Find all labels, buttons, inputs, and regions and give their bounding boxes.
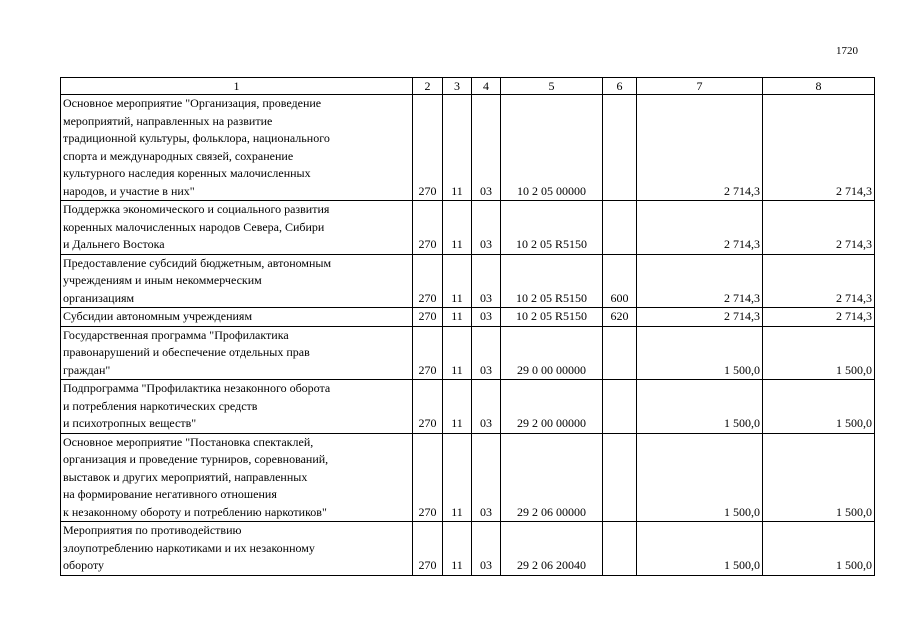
cell-target-article: 29 2 06 00000 [501, 433, 603, 522]
description-line: спорта и международных связей, сохранение [63, 148, 294, 163]
description-line: и потребления наркотических средств [63, 398, 258, 413]
cell-amount-total: 1 500,0 [763, 522, 875, 576]
description-line: Субсидии автономным учреждениям [63, 309, 253, 323]
cell-expense-type [603, 95, 637, 201]
cell-description [61, 433, 413, 522]
description-line: организациям [63, 290, 135, 305]
cell-target-article: 29 2 00 00000 [501, 380, 603, 434]
cell-code: 270 [413, 522, 443, 576]
description-line: и Дальнего Востока [63, 237, 165, 251]
description-line: учреждениям и иным некоммерческим [63, 273, 262, 287]
cell-amount: 1 500,0 [637, 380, 763, 434]
cell-section: 11 [443, 326, 472, 380]
table-body [61, 95, 875, 576]
description-line: злоупотреблению наркотиками и их незаконному [63, 540, 315, 555]
description-line: на формирование негативного отношения [63, 487, 277, 501]
description-line: организация и проведение турниров, соревнований, [63, 452, 329, 466]
page-number: 1720 [836, 45, 858, 57]
cell-amount: 1 500,0 [637, 522, 763, 576]
table-row [61, 433, 875, 522]
cell-description [61, 522, 413, 576]
cell-description [61, 380, 413, 434]
cell-expense-type [603, 433, 637, 522]
description-line: обороту [63, 558, 105, 572]
cell-code: 270 [413, 201, 443, 255]
cell-code: 270 [413, 308, 443, 327]
description-line: к незаконному обороту и потреблению наркотиков" [63, 504, 327, 519]
description-line: коренных малочисленных народов Севера, Сибири [63, 219, 325, 234]
description-line: Основное мероприятие "Постановка спектаклей, [63, 434, 314, 449]
budget-table [60, 77, 875, 576]
cell-description [61, 326, 413, 380]
cell-section: 11 [443, 433, 472, 522]
cell-section: 11 [443, 254, 472, 308]
description-line: и психотропных веществ" [63, 416, 197, 430]
cell-subsection: 03 [472, 433, 501, 522]
cell-subsection: 03 [472, 95, 501, 201]
cell-amount-total: 2 714,3 [763, 308, 875, 327]
description-line: Государственная программа "Профилактика [63, 327, 289, 342]
column-header: 5 [501, 78, 603, 95]
cell-code: 270 [413, 326, 443, 380]
table-row [61, 95, 875, 201]
column-header: 2 [413, 78, 443, 95]
cell-target-article: 10 2 05 R5150 [501, 201, 603, 255]
cell-amount-total: 2 714,3 [763, 254, 875, 308]
cell-amount: 1 500,0 [637, 326, 763, 380]
cell-section: 11 [443, 308, 472, 327]
cell-amount-total: 1 500,0 [763, 433, 875, 522]
cell-expense-type: 620 [603, 308, 637, 327]
cell-code: 270 [413, 380, 443, 434]
description-line: Поддержка экономического и социального развития [63, 202, 330, 216]
cell-subsection: 03 [472, 326, 501, 380]
cell-amount: 2 714,3 [637, 308, 763, 327]
cell-target-article: 10 2 05 00000 [501, 95, 603, 201]
cell-description [61, 308, 413, 327]
cell-subsection: 03 [472, 380, 501, 434]
cell-expense-type [603, 326, 637, 380]
description-line: граждан" [63, 362, 111, 377]
description-line: Подпрограмма "Профилактика незаконного оборота [63, 381, 331, 395]
cell-section: 11 [443, 95, 472, 201]
cell-amount-total: 1 500,0 [763, 380, 875, 434]
cell-section: 11 [443, 201, 472, 255]
cell-amount: 2 714,3 [637, 201, 763, 255]
cell-amount: 1 500,0 [637, 433, 763, 522]
cell-expense-type [603, 201, 637, 255]
table-row [61, 308, 875, 327]
cell-target-article: 29 0 00 00000 [501, 326, 603, 380]
cell-amount-total: 1 500,0 [763, 326, 875, 380]
cell-amount: 2 714,3 [637, 254, 763, 308]
cell-description [61, 95, 413, 201]
description-line: народов, и участие в них" [63, 183, 195, 198]
description-line: Мероприятия по противодействию [63, 523, 242, 537]
description-line: выставок и других мероприятий, направленных [63, 469, 308, 484]
cell-target-article: 10 2 05 R5150 [501, 254, 603, 308]
cell-subsection: 03 [472, 522, 501, 576]
cell-code: 270 [413, 95, 443, 201]
cell-code: 270 [413, 254, 443, 308]
cell-target-article: 29 2 06 20040 [501, 522, 603, 576]
cell-amount-total: 2 714,3 [763, 201, 875, 255]
cell-subsection: 03 [472, 308, 501, 327]
cell-description [61, 201, 413, 255]
cell-expense-type [603, 380, 637, 434]
cell-expense-type [603, 522, 637, 576]
cell-amount-total: 2 714,3 [763, 95, 875, 201]
cell-subsection: 03 [472, 201, 501, 255]
column-header: 1 [61, 78, 413, 95]
description-line: мероприятий, направленных на развитие [63, 113, 273, 128]
description-line: Предоставление субсидий бюджетным, автономным [63, 255, 332, 270]
column-header: 3 [443, 78, 472, 95]
table-row [61, 522, 875, 576]
description-line: правонарушений и обеспечение отдельных прав [63, 345, 310, 359]
table-row [61, 254, 875, 308]
cell-section: 11 [443, 522, 472, 576]
description-line: Основное мероприятие "Организация, проведение [63, 96, 322, 110]
table-header-row [61, 78, 875, 95]
cell-code: 270 [413, 433, 443, 522]
cell-section: 11 [443, 380, 472, 434]
description-line: культурного наследия коренных малочисленных [63, 166, 311, 180]
table-row [61, 326, 875, 380]
cell-subsection: 03 [472, 254, 501, 308]
column-header: 7 [637, 78, 763, 95]
cell-amount: 2 714,3 [637, 95, 763, 201]
column-header: 8 [763, 78, 875, 95]
table-row [61, 201, 875, 255]
cell-description [61, 254, 413, 308]
table-row [61, 380, 875, 434]
description-line: традиционной культуры, фольклора, национального [63, 131, 330, 145]
column-header: 4 [472, 78, 501, 95]
cell-expense-type: 600 [603, 254, 637, 308]
cell-target-article: 10 2 05 R5150 [501, 308, 603, 327]
column-header: 6 [603, 78, 637, 95]
